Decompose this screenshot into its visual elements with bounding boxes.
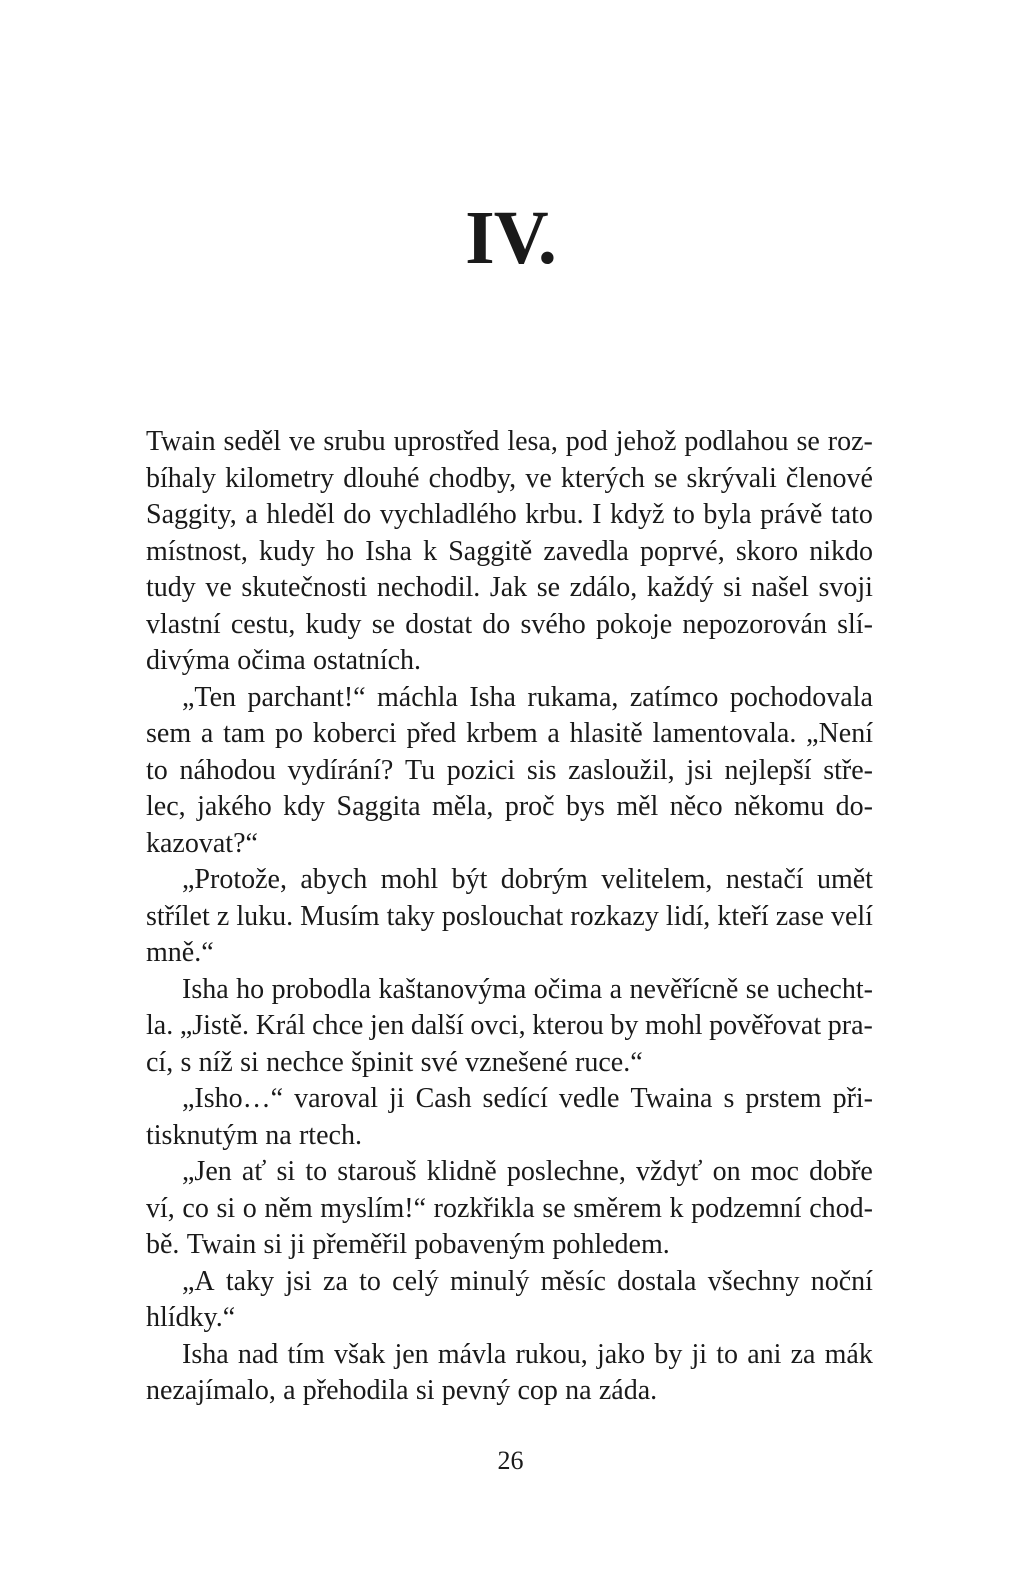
text-line: mně.“ (146, 937, 214, 968)
text-line: tudy ve skutečnosti nechodil. Jak se zdálo, každý si našel svoji (146, 572, 873, 603)
text-line: divýma očima ostatních. (146, 645, 422, 676)
text-line: to náhodou vydírání? Tu pozici sis zasloužil, jsi nejlepší stře- (146, 754, 873, 786)
text-line: střílet z luku. Musím taky poslouchat rozkazy lidí, kteří zase velí (146, 900, 873, 932)
text-line: bě. Twain si ji přeměřil pobaveným pohledem. (146, 1229, 670, 1260)
text-line: „Isho…“ varoval ji Cash sedící vedle Twaina s prstem při- (182, 1083, 873, 1114)
text-line: nezajímalo, a přehodila si pevný cop na záda. (146, 1375, 658, 1406)
page-number: 26 (497, 1446, 524, 1475)
text-line: Isha nad tím však jen mávla rukou, jako by ji to ani za mák (182, 1338, 873, 1370)
text-line: cí, s níž si nechce špinit své vznešené ruce.“ (146, 1046, 643, 1078)
text-line: „A taky jsi za to celý minulý měsíc dostala všechny noční (182, 1265, 873, 1297)
text-line: vlastní cestu, kudy se dostat do svého pokoje nepozorován slí- (146, 608, 873, 640)
text-line: ví, co si o něm myslím!“ rozkřikla se směrem k podzemní chod- (146, 1192, 873, 1224)
text-line: „Protože, abych mohl být dobrým velitelem, nestačí umět (182, 864, 873, 895)
text-line: la. „Jistě. Král chce jen další ovci, kterou by mohl pověřovat pra- (146, 1010, 873, 1041)
text-line: Twain seděl ve srubu uprostřed lesa, pod jehož podlahou se roz- (146, 426, 873, 457)
text-line: Isha ho probodla kaštanovýma očima a nevěřícně se uchecht- (182, 973, 873, 1005)
text-line: Saggity, a hleděl do vychladlého krbu. I když to byla právě tato (146, 499, 873, 530)
text-line: hlídky.“ (146, 1302, 236, 1333)
text-line: „Jen ať si to starouš klidně poslechne, vždyť on moc dobře (182, 1156, 873, 1187)
text-line: sem a tam po koberci před krbem a hlasitě lamentovala. „Není (146, 718, 873, 749)
text-line: „Ten parchant!“ máchla Isha rukama, zatímco pochodovala (182, 681, 873, 713)
text-line: místnost, kudy ho Isha k Saggitě zavedla poprvé, skoro nikdo (146, 535, 873, 567)
text-line: tisknutým na rtech. (146, 1119, 362, 1151)
text-line: bíhaly kilometry dlouhé chodby, ve kterých se skrývali členové (146, 462, 873, 494)
text-line: kazovat?“ (146, 827, 258, 859)
text-line: lec, jakého kdy Saggita měla, proč bys měl něco někomu do- (146, 791, 873, 822)
body-text (146, 424, 873, 1410)
chapter-title: IV. (465, 196, 556, 280)
